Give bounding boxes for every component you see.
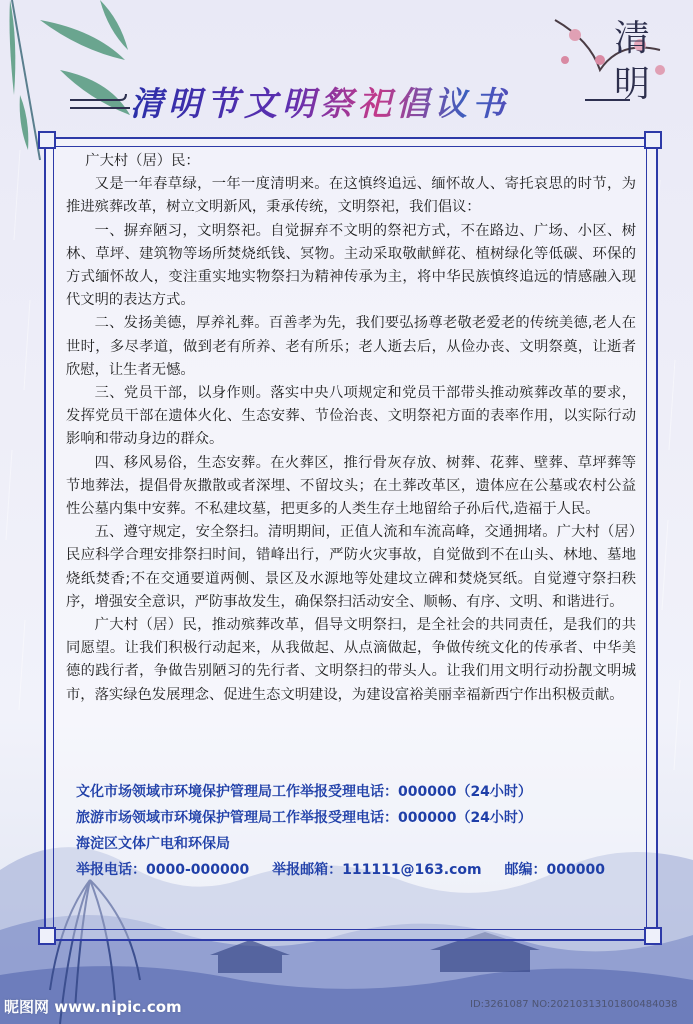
frame-corner-ornament <box>644 131 662 149</box>
postcode: 邮编：000000 <box>504 862 605 878</box>
issuing-organization: 海淀区文体广电和环保局 <box>76 836 230 852</box>
paragraph-item-2: 二、发扬美德，厚养礼葬。百善孝为先，我们要弘扬尊老敬老爱老的传统美德,老人在世时，多尽孝道，做到老有所养、老有所乐；老人逝去后，从俭办丧、文明祭奠，让逝者欣慰，让生者无憾。 <box>66 315 636 378</box>
paragraph-item-5: 五、遵守规定，安全祭扫。清明期间，正值人流和车流高峰，交通拥堵。广大村（居）民应科学合理安排祭扫时间，错峰出行，严防火灾事故，自觉做到不在山头、林地、墓地烧纸焚香;不在交通要道两侧、景区及水源地等处建坟立碑和焚烧冥纸。自觉遵守祭扫秩序，增强安全意识，严防事故发生，确保祭扫活动安全、顺畅、有序、文明、和谐进行。 <box>66 524 636 610</box>
hotline-culture: 文化市场领域市环境保护管理局工作举报受理电话：000000（24小时） <box>76 784 532 800</box>
frame-corner-ornament <box>644 927 662 945</box>
report-email: 举报邮箱：111111@163.com <box>272 862 482 878</box>
salutation: 广大村（居）民： <box>85 153 200 169</box>
proposal-body <box>66 150 636 707</box>
paragraph-item-4: 四、移风易俗，生态安葬。在火葬区，推行骨灰存放、树葬、花葬、壁葬、草坪葬等节地葬法，提倡骨灰撒散或者深埋、不留坟头；在土葬改革区，遗体应在公墓或农村公益性公墓内集中安葬。不私建坟墓，把更多的人类生存土地留给子孙后代,造福于人民。 <box>66 454 636 518</box>
contact-footer <box>76 779 636 883</box>
paragraph-item-1: 一、摒弃陋习，文明祭祀。自觉摒弃不文明的祭祀方式，不在路边、广场、小区、树林、草坪、建筑物等场所焚烧纸钱、冥物。主动采取敬献鲜花、植树绿化等低碳、环保的方式缅怀故人，变注重实地实物祭扫为精神传承为主，将中华民族慎终追远的情感融入现代文明的表达方式。 <box>66 222 636 309</box>
contact-row <box>76 857 636 883</box>
watermark-id: ID:3261087 NO:20210313101800484038 <box>470 999 678 1010</box>
qingming-seal: 清明 <box>613 18 650 105</box>
report-phone: 举报电话：0000-000000 <box>76 862 250 878</box>
paragraph-item-3: 三、党员干部，以身作则。落实中央八项规定和党员干部带头推动殡葬改革的要求，发挥党员干部在遗体火化、生态安葬、节俭治丧、文明祭祀方面的表率作用，以实际行动影响和带动身边的群众。 <box>66 385 636 448</box>
paragraph-intro: 又是一年春草绿，一年一度清明来。在这慎终追远、缅怀故人、寄托哀思的时节，为推进殡葬改革，树立文明新风，秉承传统，文明祭祀，我们倡议： <box>66 176 636 216</box>
frame-corner-ornament <box>38 131 56 149</box>
frame-corner-ornament <box>38 927 56 945</box>
hotline-tourism: 旅游市场领域市环境保护管理局工作举报受理电话：000000（24小时） <box>76 810 532 826</box>
bamboo-leaves <box>10 0 131 150</box>
watermark-site: 昵图网 www.nipic.com <box>4 998 182 1016</box>
paragraph-conclusion: 广大村（居）民，推动殡葬改革，倡导文明祭扫，是全社会的共同责任，是我们的共同愿望。让我们积极行动起来，从我做起、从点滴做起，争做传统文化的传承者、中华美德的践行者，争做告别陋习的先行者、文明祭扫的带头人。让我们用文明行动扮靓文明城市，落实绿色发展理念、促进生态文明建设，为建设富裕美丽幸福新西宁作出积极贡献。 <box>66 617 636 703</box>
page-title: 清明节文明祭祀倡议书 <box>130 78 580 125</box>
